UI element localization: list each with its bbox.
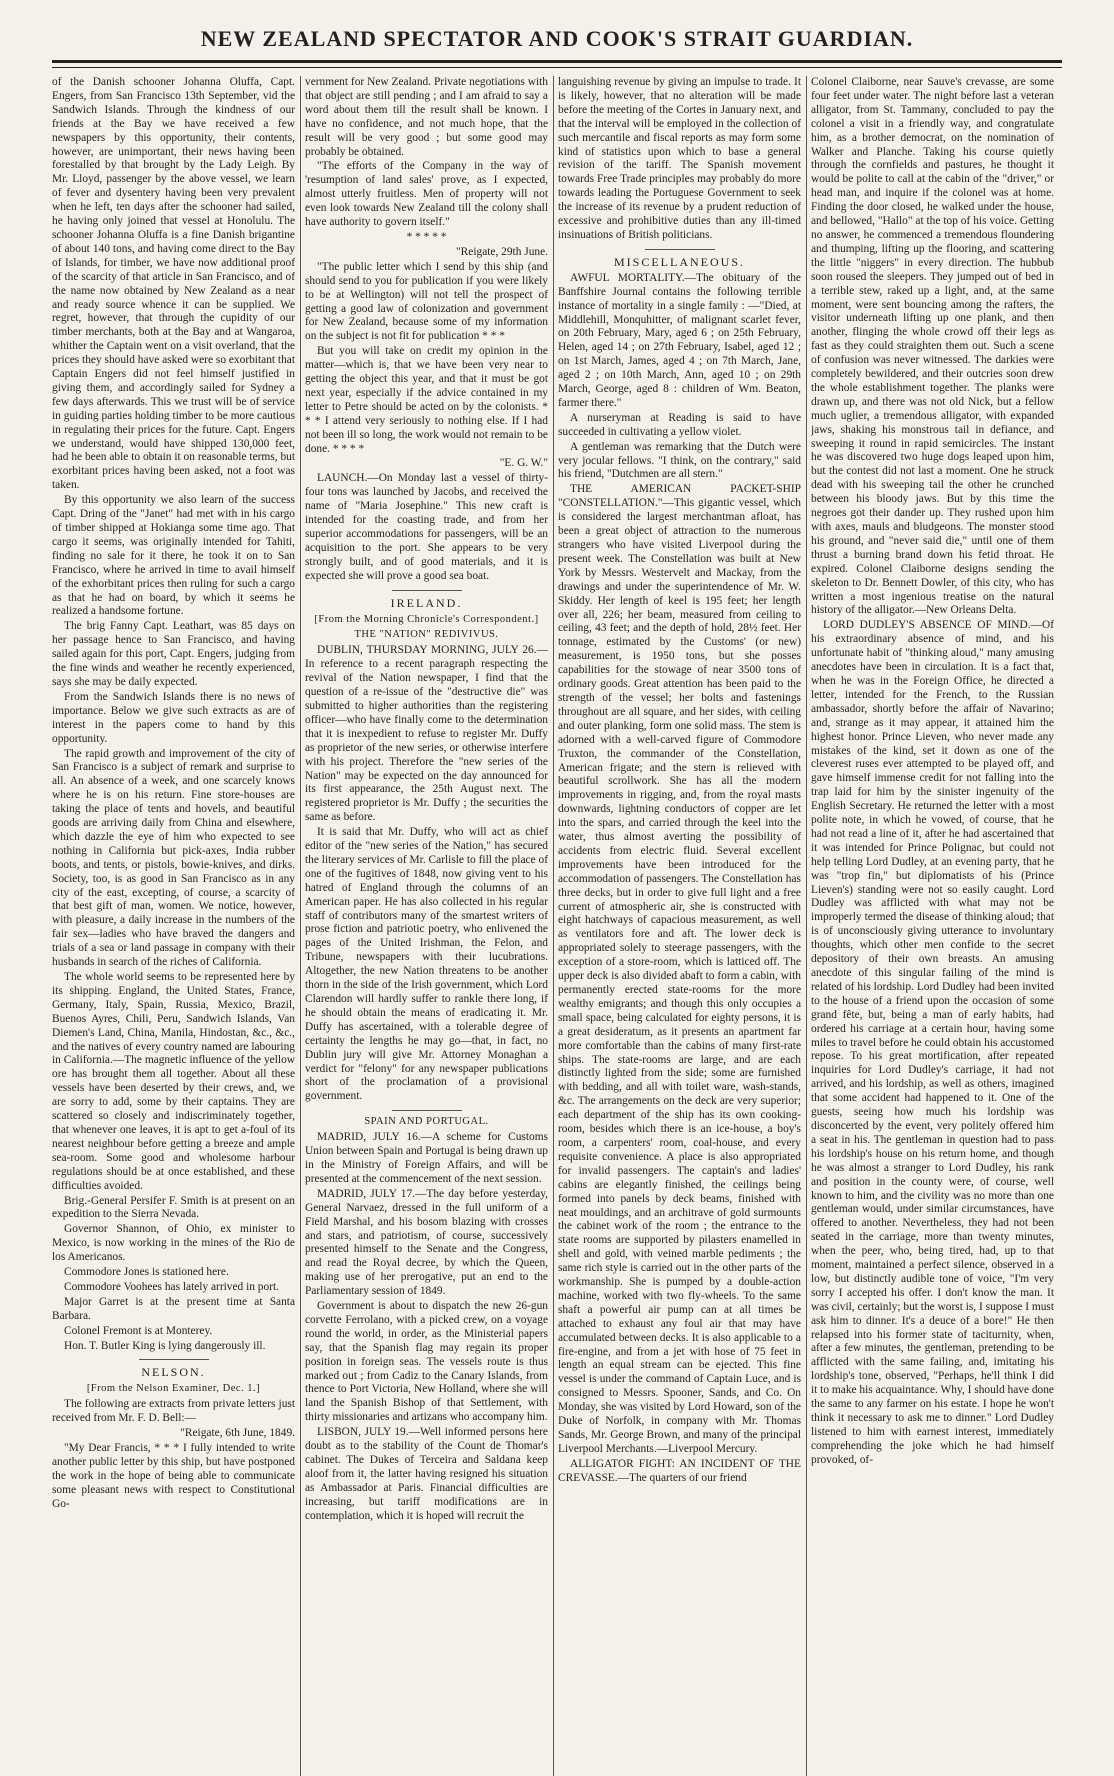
article-paragraph: languishing revenue by giving an impulse to trade. It is likely, however, that no alteration will be made before the meeting of the Cortes in January next, and that the interval will be employed in the collection of such mercantile and fiscal reports as may form some kind of statistics upon which to base a general revision of the tariff. The Spanish movement towards Free Trade principles may probably do more towards leading the Portuguese Government to seek the increase of its revenue by a prudent reduction of excessive and prohibitive duties than any ill-timed insinuations of British politicians. [558, 76, 801, 241]
article-paragraph: The whole world seems to be represented here by its shipping. England, the United States, France, Germany, Italy, Spain, Russia, Mexico, Brazil, Buenos Ayres, Chili, Peru, Sandwich Islands, Van Diemen's Land, China, Manila, Hindostan, &c., &c., and the natives of every country named are labouring in California.—The magnetic influence of the yellow ore has brought them all together. About all these vessels have been deserted by their crews, and, we are sorry to add, some by their captains. They are scattered so closely and indiscriminately together, that whenever one leaves, it is apt to get a-foul of its nearest neighbour before getting a breeze and ample sea-room. Some good and wholesome harbour regulations should be at once established, and these difficulties avoided. [52, 971, 295, 1192]
subheading: THE "NATION" REDIVIVUS. [354, 629, 499, 641]
article-paragraph: Colonel Claiborne, near Sauve's crevasse, are some four feet under water. The night before last a veteran alligator, from St. Tammany, concluded to pay the colonel a visit in a friendly way, and congratulate him, as a brother democrat, on the nomination of Walker and Planche. Taking his course quietly through the cornfields and pastures, he thought it would be polite to call at the cabin of the "driver," or head man, and inquire if the colonel was at home. Finding the door closed, he walked under the house, and bellowed, "Hallo" at the top of his voice. Getting no answer, he commenced a tremendous floundering and thumping, lifting up the flooring, and scattering the little "niggers" in every direction. The hubbub soon roused the sleepers. They jumped out of bed in a terrible stew, raked up a light, and, at the same moment, were sent bouncing among the rafters, the visitor underneath lifting up one plank, and then another, flinging the whole crowd off their legs as fast as they could straighten them out. Such a scene of confusion was never witnessed. The darkies were completely bewildered, and their outcries soon drew the whole establishment together. The planks were drawn up, and there was not old Nick, but a fellow much uglier, a tremendous alligator, with expanded jaws, shaking his monstrous tail in defiance, and sweeping it round in rapid semicircles. The instant he was discovered two huge dogs leaped upon him, but the contest did not last a moment. One he struck dead with his sweeping tail the other he crunched between his bloody jaws. But by this time the negroes got their dander up. They rushed upon him with axes, mauls and bludgeons. The monster stood his ground, and "never said die," until one of them thrust a burning brand down his fetid throat. He expired. Colonel Claiborne designs sending the skeleton to Dr. Bennett Dowler, of this city, who has written a most ingenious treatise on the natural history of the alligator.—New Orleans Delta. [811, 76, 1054, 617]
article-paragraph: Government is about to dispatch the new 26-gun corvette Ferrolano, with a picked crew, on a voyage round the world, in order, as the Ministerial papers say, that the Spanish flag may regain its proper position in foreign seas. The vessels route is thus marked out ; from Cadiz to the Canary Islands, from thence to Port Victoria, New Holland, where she will land the Spanish Bishop of that Settlement, with thirty missionaries and artizans who accompany him. [305, 1300, 548, 1424]
section-rule [139, 1359, 209, 1360]
article-paragraph: Commodore Voohees has lately arrived in port. [64, 1280, 280, 1293]
article-paragraph: LAUNCH.—On Monday last a vessel of thirty-four tons was launched by Jacobs, and received the name of "Maria Josephine." This new craft is intended for the coasting trade, and from her superior accommodations for passengers, will be an acquisition to the port. She appears to be very strongly built, and of good materials, and it is expected she will prove a good sea boat. [305, 472, 548, 582]
source-line: [From the Nelson Examiner, Dec. 1.] [86, 1383, 261, 1395]
article-paragraph: A nurseryman at Reading is said to have succeeded in cultivating a yellow violet. [558, 411, 801, 438]
article-paragraph: The rapid growth and improvement of the city of San Francisco is a subject of remark and surprise to all. An absence of a week, and one scarcely knows where he is on his return. Fine store-houses are taking the place of tents and hovels, and beautiful goods are arriving daily from China and elsewhere, which dazzle the eye of him who expected to see nothing in California but pick-axes, India rubber boots, and tents, or pistols, bowie-knives, and dirks. Society, too, is as good in San Francisco as in any city of the east, excepting, of course, a scarcity of that best gift of man, women. We notice, however, with pleasure, a daily increase in the numbers of the fair sex—ladies who have braved the dangers and trials of a sea or land passage in company with their husbands in search of the riches of California. [52, 747, 295, 969]
masthead-title: NEW ZEALAND SPECTATOR AND COOK'S STRAIT GUARDIAN. [200, 26, 914, 51]
article-paragraph: MADRID, JULY 17.—The day before yesterday, General Narvaez, dressed in the full uniform of a Field Marshal, and his bosom blazing with crosses and stars, and patriotism, of course, successively presented himself to the Senate and the Congress, and read the Royal decree, by which the Queen, making use of her prerogative, put an end to the Parliamentary session of 1849. [305, 1187, 548, 1298]
article-paragraph: From the Sandwich Islands there is no news of importance. Below we give such extracts as are of interest in the papers come to hand by this opportunity. [52, 690, 295, 745]
stars-divider: * * * * * [406, 230, 447, 243]
article-paragraph: MADRID, JULY 16.—A scheme for Customs Union between Spain and Portugal is being drawn up in the Ministry of Foreign Affairs, and will be presented at the commencement of the next session. [305, 1131, 548, 1185]
section-heading-miscellaneous: MISCELLANEOUS. [613, 254, 745, 269]
article-paragraph: The brig Fanny Capt. Leathart, was 85 days on her passage hence to San Francisco, and having sailed again for this port, Capt. Engers, judging from the fine winds and weather he recently experienced, says she may be daily expected. [52, 620, 295, 688]
article-paragraph: AWFUL MORTALITY.—The obituary of the Banffshire Journal contains the following terrible instance of mortality in a single family : —"Died, at Middlehill, Monquhitter, of malignant scarlet fever, on 20th February, Mary, aged 6 ; on 25th February, Helen, aged 14 ; on 27th February, Isabel, aged 12 ; on 1st March, James, aged 4 ; on 7th March, Jane, aged 2 ; on 10th March, Ann, aged 10 ; on 29th March, George, aged 8 : children of Wm. Beaton, farmer there." [558, 271, 801, 409]
article-paragraph: "The efforts of the Company in the way of 'resumption of land sales' prove, as I expected, almost utterly fruitless. Men of property will not even look towards New Zealand till the colony shall have authority to govern itself." [305, 160, 548, 229]
section-rule [645, 249, 715, 250]
article-paragraph: Governor Shannon, of Ohio, ex minister to Mexico, is now working in the mines of the Rio de los Americanos. [52, 1223, 295, 1264]
article-paragraph: LORD DUDLEY'S ABSENCE OF MIND.—Of his extraordinary absence of mind, and his unfortunate habit of "thinking aloud," many amusing anecdotes have been in circulation. It is a fact that, when he was in the Foreign Office, he directed a letter, intended for the French, to the Russian ambassador, shortly before the affair of Navarino; and, strange as it may appear, it attained him the highest honor. Prince Lieven, who never made any mistakes of the kind, set it down as one of the cleverest ruses ever attempted to be played off, and gave himself immense credit for not falling into the trap laid for him by the sinister ingenuity of the English Secretary. He returned the letter with a most polite note, in which he vowed, of course, that he had not read a line of it, after he had ascertained that it was intended for Prince Polignac, but could not help telling Lord Dudley, at an evening party, that he was "trop fin," but diplomatists of his (Prince Lieven's) standing were not so easily caught. Lord Dudley was afflicted with what may not be improperly termed the disease of thinking aloud; that is of unconsciously giving utterance to involuntary thoughts, which other men confide to the secret depository of their own breasts. An amusing anecdote of this singular failing of the mind is related of his lordship. Lord Dudley had been invited to the house of a friend upon the occasion of some grand fête, but, being a man of early habits, had ordered his carriage at a certain hour, having some miles to travel before he could obtain his accustomed repose. To his great mortification, after repeated inquiries for Lord Dudley's carriage, it had not arrived, and his lordship, as well as others, imagined that some accident had happened to it. One of the guests, seeing how much his lordship was disconcerted by the event, very politely offered him a seat in his. The gentleman in question had to pass his lordship's house on his return home, and though he was almost a stranger to Lord Dudley, his rank and position in the county were, of course, well known to him, and the civility was no more than one gentleman would, under similar circumstances, have offered to another. Nevertheless, they had not been seated in the carriage, more than twenty minutes, when the peer, who, being tired, had, up to that moment, maintained a perfect silence, observed in a low, but distinctly audible tone of voice, "I'm very sorry I accepted his offer. I don't know the man. It was civil, certainly; but the worst is, I suppose I must ask him to dinner. It's a deuce of a bore!" He then relapsed into his former state of taciturnity, when, after a few minutes, the gentleman, pretending to be afflicted with the same failing, and, imitating his lordship's tone, observed, "Perhaps, he'll think I did it to make his acquaintance. Why, I should have done the same to any farmer on his estate. I hope he won't think it necessary to ask me to dinner." Lord Dudley listened to him with earnest interest, immediately comprehending the joke which he had himself provoked, of- [811, 619, 1054, 1466]
article-paragraph: ALLIGATOR FIGHT: AN INCIDENT OF THE CREVASSE.—The quarters of our friend [558, 1457, 801, 1484]
article-paragraph: Commodore Jones is stationed here. [64, 1266, 229, 1279]
article-paragraph: The following are extracts from private letters just received from Mr. F. D. Bell:— [52, 1398, 295, 1425]
article-paragraph: LISBON, JULY 19.—Well informed persons here doubt as to the stability of the Count de Thomar's cabinet. The Dukes of Terceira and Saldana keep aloof from it, the latter having resigned his situation as Ambassador at Paris. Financial difficulties are increasing, but tariff modifications are in contemplation, which it is hoped will recruit the [305, 1426, 548, 1522]
section-heading-spain: SPAIN AND PORTUGAL. [364, 1116, 489, 1128]
section-rule [392, 590, 462, 591]
article-paragraph: "The public letter which I send by this ship (and should send to you for publication if you were likely to be at Wellington) will not tell the prospect of getting a good law of colonization and government for New Zealand, because some of my information on the subject is not fit for publication * * * [305, 260, 548, 343]
article-paragraph: vernment for New Zealand. Private negotiations with that object are still pending ; and I am afraid to say a word about them till the result shall be known. I have no confidence, and not much hope, that the result will be very good ; but some good may probably be obtained. [305, 76, 548, 158]
column-4 [811, 76, 1054, 1776]
section-heading-nelson: NELSON. [141, 1365, 206, 1380]
article-paragraph: It is said that Mr. Duffy, who will act as chief editor of the "new series of the Nation," has secured the literary services of Mr. Carlisle to fill the place of one of the fugitives of 1848, now giving vent to his hatred of England through the columns of an American paper. He has also collected in his regular staff of contributors many of the smartest writers of prose fiction and patriotic poetry, who enlivened the pages of the United Irishman, the Felon, and Tribune, newspapers with their lucubrations. Altogether, the new Nation threatens to be another thorn in the side of the Irish government, which Lord Clarendon will hardly suffer to rankle there long, if he should obtain the means of eradicating it. Mr. Duffy has ascertained, with a tolerable degree of certainty the lengths he may go—that, in fact, no Dublin jury will give Mr. Attorney Monaghan a verdict for "felony" for any newspaper publications short of the proclamation of a provisional government. [305, 826, 548, 1103]
section-heading-ireland: IRELAND. [390, 595, 463, 610]
article-paragraph: "My Dear Francis, * * * I fully intended to write another public letter by this ship, but have postponed the work in the hope of being able to communicate some pleasant news with respect to Constitutional Go- [52, 1442, 295, 1510]
article-paragraph: By this opportunity we also learn of the success Capt. Dring of the "Janet" had met with in his cargo of timber shipped at Hokianga some time ago. That cargo it seems, was originally intended for Tahiti, finding no sale for it there, he took it on to San Francisco, where he arrived in time to avail himself of the exhorbitant prices then ruling for such a cargo as that he had on board, by which it seems he realized a handsome fortune. [52, 494, 295, 618]
section-rule [392, 1110, 462, 1111]
column-3 [558, 76, 801, 1776]
article-paragraph: Colonel Fremont is at Monterey. [64, 1324, 213, 1337]
column-rule [806, 76, 807, 1776]
source-line: [From the Morning Chronicle's Correspondent.] [314, 613, 539, 625]
article-paragraph: Major Garret is at the present time at Santa Barbara. [52, 1295, 295, 1322]
column-1 [52, 76, 295, 1776]
article-paragraph: of the Danish schooner Johanna Oluffa, Capt. Engers, from San Francisco 13th September, vid the Sandwich Islands. Through the kindness of our friends at the Bay we have received a few newspapers by this opportunity, their contents, however, are unimportant, their news having been forestalled by that brought by the Lady Leigh. By Mr. Lloyd, passenger by the above vessel, we learn of fever and dysentery having been very prevalent when he left, ten days after the schooner had sailed, he having only joined that vessel at Honolulu. The schooner Johanna Oluffa is a fine Danish brigantine of about 140 tons, and having come direct to the Bay of Islands, for timber, we have now additional proof of the scarcity of that article in San Francisco, and of the name now obtained by New Zealand as a near and ready source whence it can be supplied. We regret, however, that through the cupidity of our timber merchants, both at the Bay and at Wangaroa, whither the Captain went on a visit overland, that the prices they should have asked were so exorbitant that Captain Engers did not feel himself justified in giving them, and accordingly sailed for Sydney a few days afterwards. This we trust will be of service in guiding parties holding timber to be more cautious in regulating their prices for the future. Capt. Engers we understand, would have shipped 130,000 feet, had he been able to obtain it on reasonable terms, but exorbitant prices having been asked, not a foot was taken. [52, 76, 295, 492]
column-rule [300, 76, 301, 1776]
masthead-rule [52, 60, 1062, 68]
letter-date: "Reigate, 29th June. [456, 245, 548, 258]
column-2 [305, 76, 548, 1776]
letter-date: "Reigate, 6th June, 1849. [180, 1427, 295, 1440]
columns [52, 76, 1062, 1776]
letter-signature: "E. G. W." [499, 457, 548, 470]
article-paragraph: A gentleman was remarking that the Dutch were very jocular fellows. "I think, on the contrary," said his friend, "Dutchmen are all stern." [558, 440, 801, 481]
article-paragraph: DUBLIN, THURSDAY MORNING, JULY 26.—In reference to a recent paragraph respecting the revival of the Nation newspaper, I find that the question of a re-issue of the "destructive die" was submitted to higher authorities than the registering officer—who have finally come to the determination that it is inexpedient to refuse to register Mr. Duffy as proprietor of the new series, or otherwise interfere with his project. Therefore the "new series of the Nation" may be expected on the day announced for its first appearance, the 25th August next. The registered proprietor is Mr. Duffy ; the securities the same as before. [305, 644, 548, 824]
article-paragraph: Brig.-General Persifer F. Smith is at present on an expedition to the Sierra Nevada. [52, 1194, 295, 1221]
article-paragraph: Hon. T. Butler King is lying dangerously ill. [64, 1339, 266, 1352]
article-paragraph: But you will take on credit my opinion in the matter—which is, that we have been very near to getting the object this year, and that it must be got next year, especially if the advice contained in my letter to Petre should be acted on by the colonists. * * * I attend very seriously to nothing else. If I had not been ill so long, the work would not remain to be done. * * * * [305, 345, 548, 455]
article-paragraph: THE AMERICAN PACKET-SHIP "CONSTELLATION."—This gigantic vessel, which is considered the largest merchantman afloat, has been a great object of attraction to the numerous strangers who have visited Liverpool during the present week. The Constellation was built at New York by Messrs. Westervelt and Mackay, from the drawings and under the superintendence of Mr. W. Skiddy. Her length of keel is 195 feet; her length over all, 226; her beam, measured from ceiling to ceiling, 43 feet; and the depth of hold, 28½ feet. Her tonnage, estimated by the Customs' (or new) measurement, is 1950 tons, but she posses capabilities for the stowage of near 3500 tons of ordinary goods. Great attention has been paid to the strength of the vessel; her bolts and fastenings throughout are all square, and her sides, with ceiling and outer planking, form one solid mass. The stem is adorned with a well-carved figure of Commodore Truxton, the commander of the Constellation, American frigate; and the stern is relieved with beautiful scrollwork. She has all the modern improvements in rigging, and, from the royal masts downwards, lightning conductors of copper are let into the spars, and carried through the keel into the water, thus almost averting the possibility of accidents from electric fluid. Several excellent improvements have been introduced for the accommodation of passengers. The Constellation has three decks, but in order to give full light and a free current of atmospheric air, she is constructed with eight hatchways of capacious measurement, as well as ventilators fore and aft. The lower deck is appropriated solely to steerage passengers, with the exception of a store-room, which is latticed off. The upper deck is also divided abaft to form a cabin, with permanently erected state-rooms for the more wealthy emigrants; and though this only occupies a small space, being calculated for eighty persons, it is a great desideratum, as it presents an apartment far more comfortable than the cabins of many first-rate ships. The state-rooms are large, and are each distinctly lighted from the side; some are furnished with bedding, and all with toilet ware, wash-stands, &c. The arrangements on the deck are very superior; each department of the ship has its own cooking-room, besides which there is an ice-house, a boy's room, a carpenters' room, coal-house, and every requisite convenience. A place is also appropriated for invalid passengers. The captain's and ladies' cabins are elegantly finished, the ceilings being formed into panels by deck beams, finished with neat mouldings, and an architrave of gold surmounts the cabinet work of the room ; the entrance to the state rooms are supported by pilasters enamelled in shell and gold, with veined marble pediments ; the same rich style is carried out in the other parts of the workmanship. She is pumped by a double-action machine, worked with two fly-wheels. To the same shaft a powerful air pump can at all times be attached to exhaust any foul air that may have accumulated between decks. It is also applicable to a fire-engine, and from a jet with hose of 75 feet in length an equal stream can be ejected. This fine vessel is under the command of Captain Luce, and is consigned to Messrs. Spooner, Sands, and Co. On Monday, she was visited by Lord Howard, son of the Duke of Norfolk, in company with Mr. Thomas Sands, Mr. George Brown, and many of the principal Liverpool Merchants.—Liverpool Mercury. [558, 483, 801, 1455]
column-rule [553, 76, 554, 1776]
